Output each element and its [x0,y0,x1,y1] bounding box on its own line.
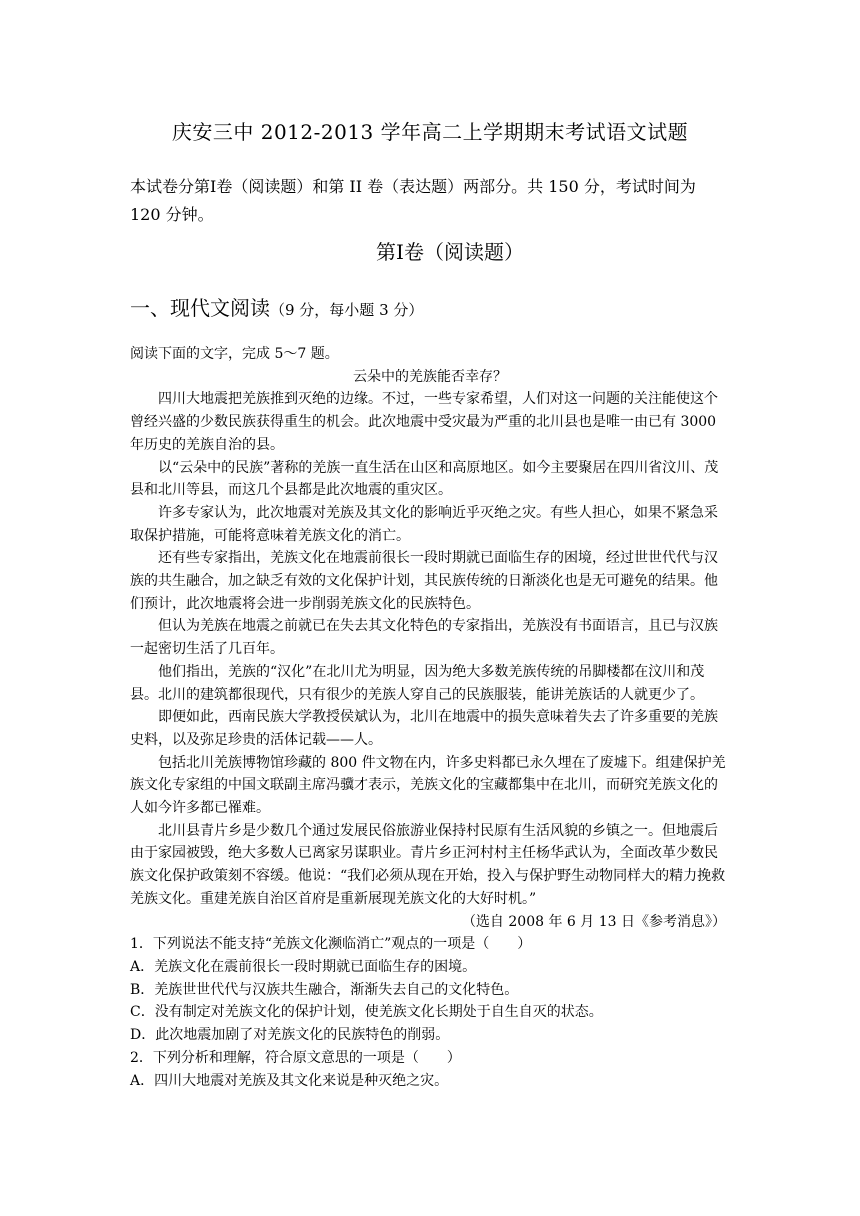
question-option: A．羌族文化在震前很长一段时期就已面临生存的困境。 [130,958,477,975]
question-option: C．没有制定对羌族文化的保护计划，使羌族文化长期处于自生自灭的状态。 [130,1004,603,1021]
question-option: B．羌族世世代代与汉族共生融合，渐渐失去自己的文化特色。 [130,981,519,998]
part-heading: 第Ⅰ卷（阅读题） [376,240,524,264]
article-title: 云朵中的羌族能否幸存？ [353,368,507,385]
article-paragraph: 包括北川羌族博物馆珍藏的 800 件文物在内，许多史料都已永久埋在了废墟下。组建保护羌族文化专家组的中国文联副主席冯骥才表示，羌族文化的宝藏都集中在北川，而研究羌族文化的人如今许多都已罹难。 [130,754,726,817]
section-heading [130,292,423,321]
article-paragraph: 但认为羌族在地震之前就已在失去其文化特色的专家指出，羌族没有书面语言，且已与汉族一起密切生活了几百年。 [130,618,718,658]
exam-intro: 本试卷分第Ⅰ卷（阅读题）和第 II 卷（表达题）两部分。共 150 分，考试时间为 120 分钟。 [130,177,696,224]
article-paragraph: 四川大地震把羌族推到灭绝的边缘。不过，一些专家希望，人们对这一问题的关注能使这个曾经兴盛的少数民族获得重生的机会。此次地震中受灾最为严重的北川县也是唯一由已有 3000 年历史的羌族自治的县。 [130,391,718,453]
article-paragraph: 许多专家认为，此次地震对羌族及其文化的影响近乎灭绝之灾。有些人担心，如果不紧急采取保护措施，可能将意味着羌族文化的消亡。 [130,504,718,544]
page-title: 庆安三中 2012-2013 学年高二上学期期末考试语文试题 [171,120,689,144]
article-paragraph: 北川县青片乡是少数几个通过发展民俗旅游业保持村民原有生活风貌的乡镇之一。但地震后由于家园被毁，绝大多数人已离家另谋职业。青片乡正河村村主任杨华武认为，全面改革少数民族文化保护政策刻不容缓。他说：“我们必须从现在开始，投入与保护野生动物同样大的精力挽救羌族文化。重建羌族自治区首府是重新展现羌族文化的大好时机。” [130,822,726,907]
section-title: 一、现代文阅读 [130,296,270,320]
question-stem: 1．下列说法不能支持“羌族文化濒临消亡”观点的一项是（ ） [130,936,532,953]
section-score-note: （9 分，每小题 3 分） [270,301,424,319]
article-paragraph: 他们指出，羌族的“汉化”在北川尤为明显，因为绝大多数羌族传统的吊脚楼都在汶川和茂县。北川的建筑都很现代，只有很少的羌族人穿自己的民族服装，能讲羌族话的人就更少了。 [130,663,705,703]
instruction: 阅读下面的文字，完成 5～7 题。 [130,346,339,362]
question-option: A．四川大地震对羌族及其文化来说是种灭绝之灾。 [130,1072,449,1089]
question-stem: 2．下列分析和理解，符合原文意思的一项是（ ） [130,1049,461,1066]
reading-passage [130,343,730,1092]
article-paragraph: 即便如此，西南民族大学教授侯斌认为，北川在地震中的损失意味着失去了许多重要的羌族史料，以及弥足珍贵的活体记载——人。 [130,709,718,748]
article-source: （选自 2008 年 6 月 13 日《参考消息》） [461,913,726,930]
question-option: D．此次地震加剧了对羌族文化的民族特色的削弱。 [130,1027,450,1044]
article-paragraph: 以“云朵中的民族”著称的羌族一直生活在山区和高原地区。如今主要聚居在四川省汶川、茂县和北川等县，而这几个县都是此次地震的重灾区。 [130,459,719,499]
article-paragraph: 还有些专家指出，羌族文化在地震前很长一段时期就已面临生存的困境，经过世世代代与汉族的共生融合，加之缺乏有效的文化保护计划，其民族传统的日渐淡化也是无可避免的结果。他们预计，此次地震将会进一步削弱羌族文化的民族特色。 [130,550,718,612]
